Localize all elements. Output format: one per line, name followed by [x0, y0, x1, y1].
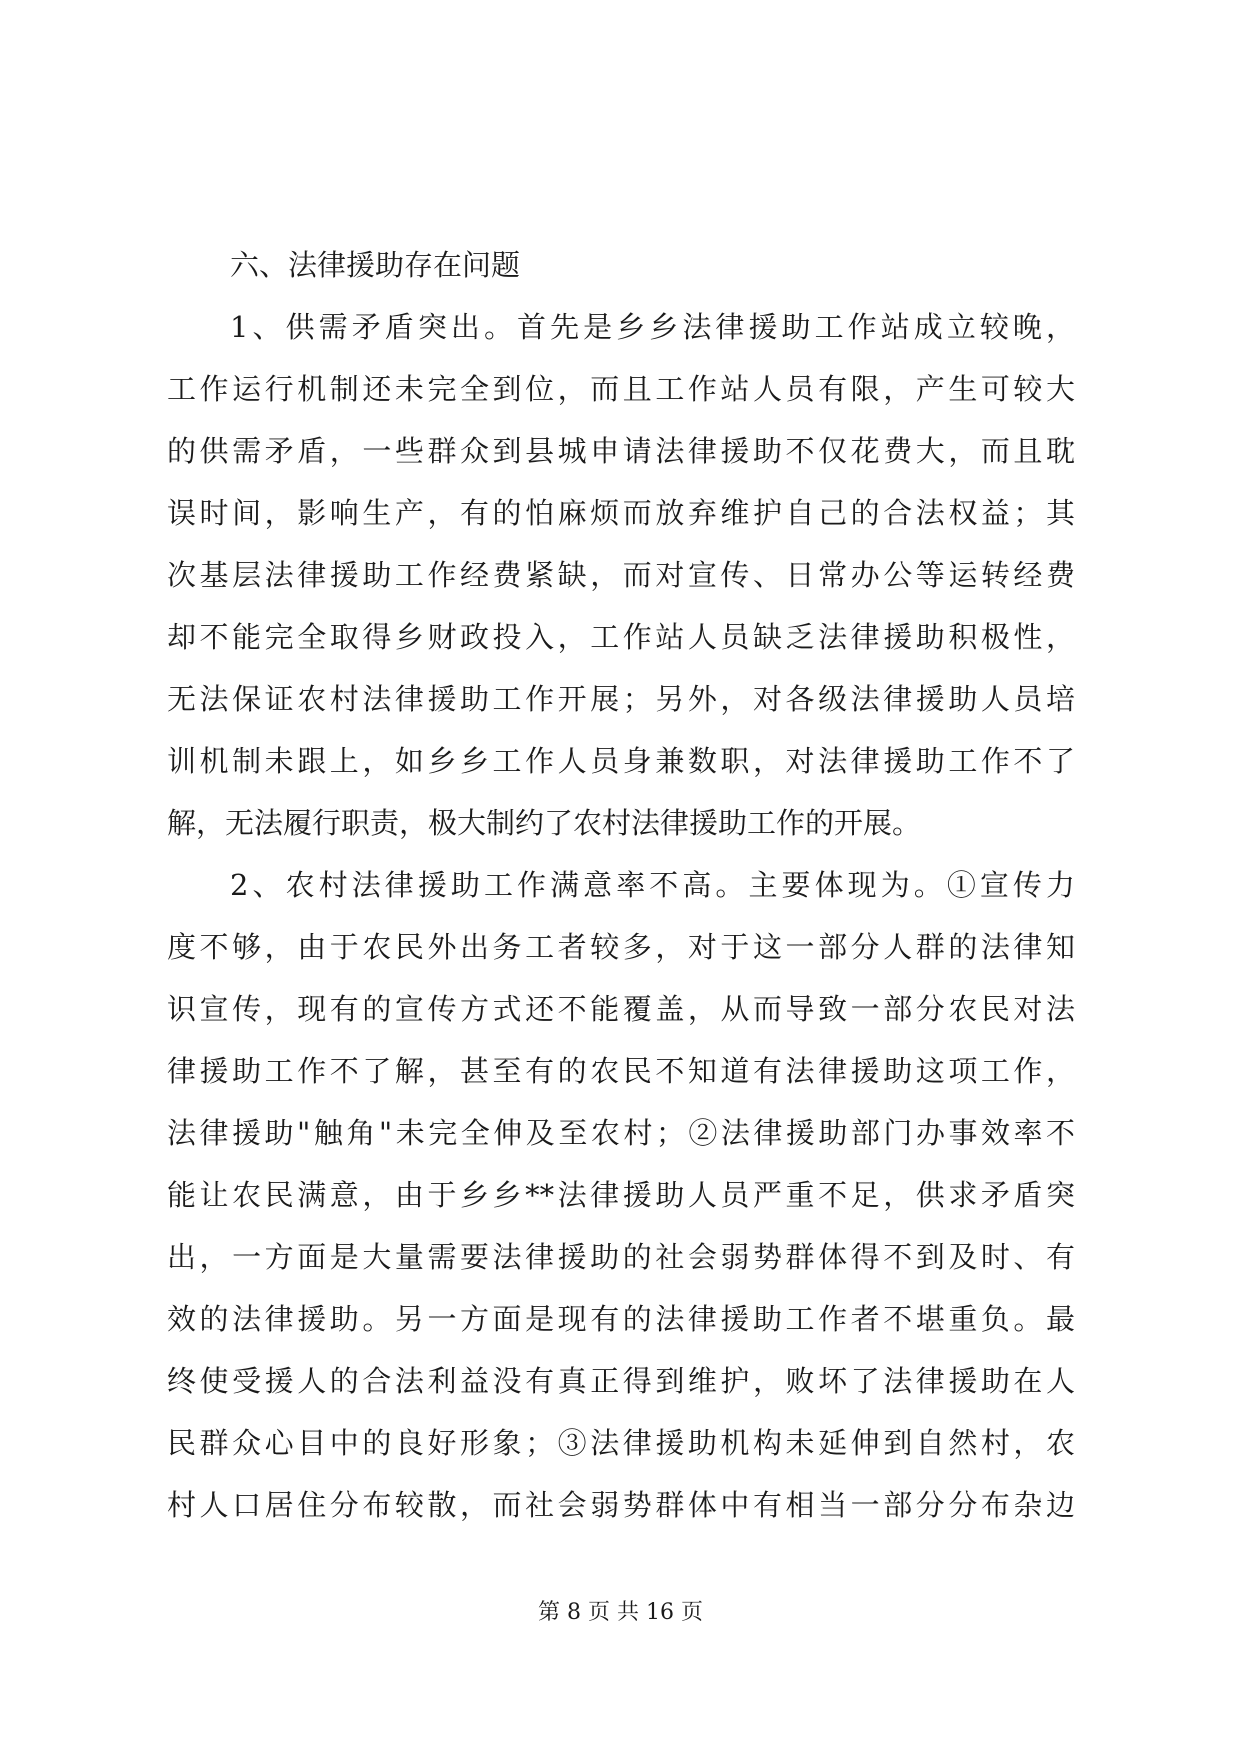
paragraph-line: 村人口居住分布较散，而社会弱势群体中有相当一部分分布杂边: [167, 1488, 1075, 1522]
paragraph-line: 终使受援人的合法利益没有真正得到维护，败坏了法律援助在人: [167, 1364, 1075, 1398]
paragraph-line: 误时间，影响生产，有的怕麻烦而放弃维护自己的合法权益；其: [167, 496, 1075, 530]
paragraph-line: 识宣传，现有的宣传方式还不能覆盖，从而导致一部分农民对法: [167, 992, 1075, 1026]
paragraph-1: [167, 296, 1075, 854]
paragraph-line: 度不够，由于农民外出务工者较多，对于这一部分人群的法律知: [167, 930, 1075, 964]
paragraph-line: 却不能完全取得乡财政投入，工作站人员缺乏法律援助积极性，: [167, 620, 1075, 654]
paragraph-line: 效的法律援助。另一方面是现有的法律援助工作者不堪重负。最: [167, 1302, 1075, 1336]
document-body: [167, 234, 1075, 1536]
paragraph-line: 2、农村法律援助工作满意率不高。主要体现为。①宣传力: [230, 868, 1075, 902]
paragraph-line: 律援助工作不了解，甚至有的农民不知道有法律援助这项工作，: [167, 1054, 1075, 1088]
paragraph-line: 法律援助"触角"未完全伸及至农村；②法律援助部门办事效率不: [167, 1116, 1075, 1150]
paragraph-line: 1、供需矛盾突出。首先是乡乡法律援助工作站成立较晚，: [230, 310, 1075, 344]
paragraph-line: 的供需矛盾，一些群众到县城申请法律援助不仅花费大，而且耽: [167, 434, 1075, 468]
paragraph-line: 能让农民满意，由于乡乡**法律援助人员严重不足，供求矛盾突: [167, 1178, 1075, 1212]
paragraph-line: 出，一方面是大量需要法律援助的社会弱势群体得不到及时、有: [167, 1240, 1075, 1274]
paragraph-line: 次基层法律援助工作经费紧缺，而对宣传、日常办公等运转经费: [167, 558, 1075, 592]
page-footer: 第 8 页 共 16 页: [538, 1600, 703, 1625]
paragraph-2: [167, 854, 1075, 1536]
paragraph-line: 工作运行机制还未完全到位，而且工作站人员有限，产生可较大: [167, 372, 1075, 406]
paragraph-line: 训机制未跟上，如乡乡工作人员身兼数职，对法律援助工作不了: [167, 744, 1075, 778]
paragraph-line: 解，无法履行职责，极大制约了农村法律援助工作的开展。: [167, 806, 922, 840]
paragraph-line: 无法保证农村法律援助工作开展；另外，对各级法律援助人员培: [167, 682, 1075, 716]
section-heading: 六、法律援助存在问题: [230, 248, 521, 282]
paragraph-line: 民群众心目中的良好形象；③法律援助机构未延伸到自然村，农: [167, 1426, 1075, 1460]
